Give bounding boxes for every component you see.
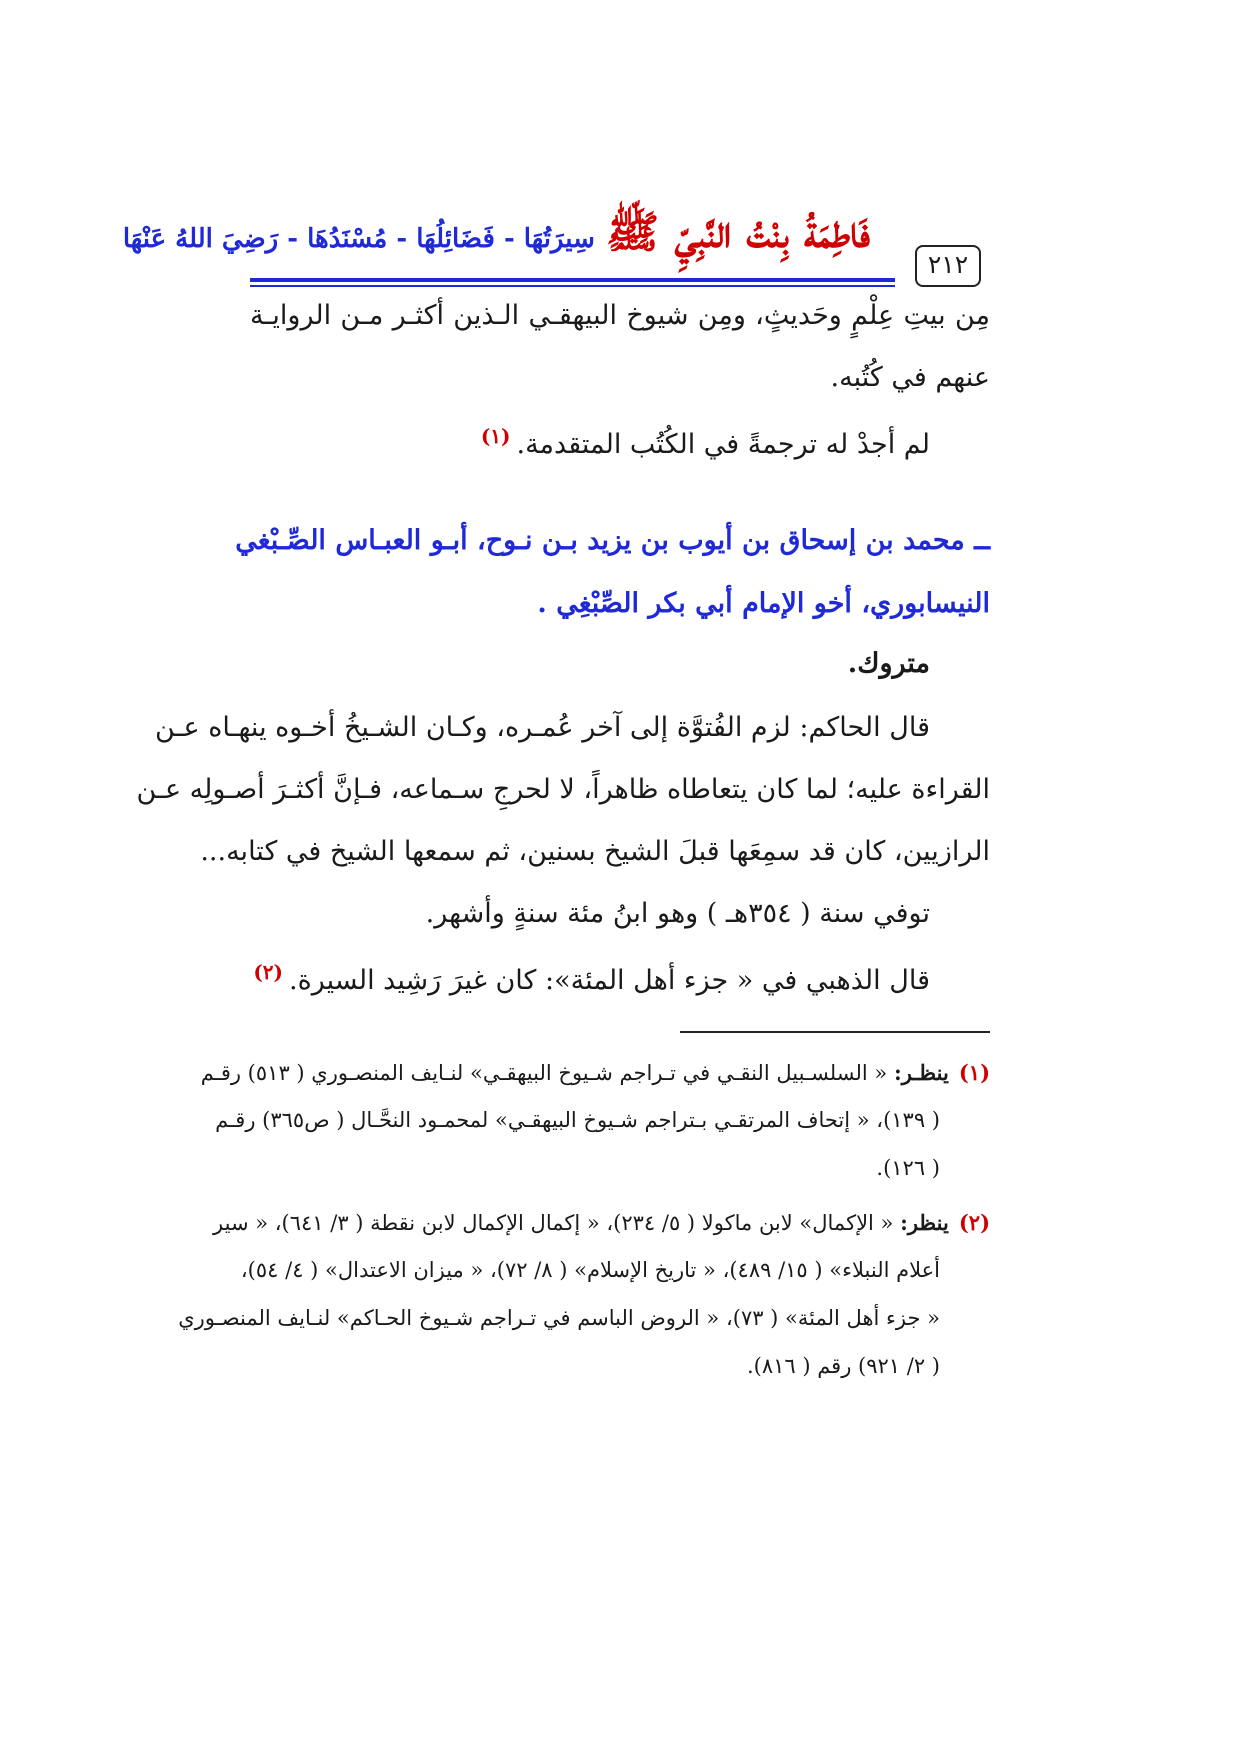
footnote-marker-1[interactable]: (١) [480,424,511,448]
footnote-separator [680,1031,990,1033]
footnote-2-line: أعلام النبلاء» ( ١٥/ ٤٨٩)، « تاريخ الإسلام» ( ٨/ ٧٢)، « ميزان الاعتدال» ( ٤/ ٥٤)، [240,1258,940,1282]
footnote-1-line: ( ١٣٩)، « إتحاف المرتقـي بـتراجم شـيوخ البيهقـي» لمحمـود النحَّـال ( ص٣٦٥) رقـم [215,1108,940,1132]
running-header-title [122,205,870,267]
page-number: ٢١٢ [915,245,981,287]
footnote-2-line [213,1210,990,1235]
footnote-2-label: ينظر: [900,1210,949,1235]
footnote-2-text: « الإكمال» لابن ماكولا ( ٥/ ٢٣٤)، « إكمال الإكمال لابن نقطة ( ٣/ ٦٤١)، « سير [213,1211,894,1235]
footnote-1-label: ينظـر: [893,1060,949,1085]
header-rule [250,278,895,282]
entry-heading-line: ــ محمد بن إسحاق بن أيوب بن يزيد بـن نـوح، أبـو العبـاس الصِّـبْغي [235,525,990,556]
body-line: مِن بيتِ عِلْمٍ وحَديثٍ، ومِن شيوخ البيهقـي الـذين أكثـر مـن الروايـة [250,300,990,331]
header-title-main: فَاطِمَةُ بِنْتُ النَّبِيِّ ﷺ [606,207,870,258]
body-text: لم أجدْ له ترجمةً في الكُتُب المتقدمة. [516,429,930,460]
footnote-1-number: (١) [958,1060,990,1085]
body-line-with-footnote [481,424,930,460]
status-text: متروك. [847,648,930,679]
body-line: عنهم في كُتُبه. [830,362,990,393]
entry-heading-line: النيسابوري، أخو الإمام أبي بكر الصِّبْغِي . [537,588,990,619]
dhahabi-line [253,960,930,996]
footnote-1-text: « السلسـبيل النقـي في تـراجم شـيوخ البيهقـي» لنـايف المنصـوري ( ٥١٣) رقـم [200,1061,888,1085]
paragraph-line: الرازيين، كان قد سمِعَها قبلَ الشيخ بسنين، ثم سمعها الشيخ في كتابه... [200,836,990,867]
footnote-marker-2[interactable]: (٢) [253,960,283,984]
footnote-2-line: « جزء أهل المئة» ( ٧٣)، « الروض الباسم في تـراجم شـيوخ الحـاكم» لنـايف المنصـوري [178,1306,940,1330]
footnote-1-line [200,1060,990,1085]
footnote-1-line: ( ١٢٦). [876,1156,940,1180]
footnote-2-line: ( ٢/ ٩٢١) رقم ( ٨١٦). [746,1354,940,1378]
body-text: قال الذهبي في « جزء أهل المئة»: كان غيرَ رَشِيد السيرة. [289,965,930,996]
header-title-sub: سِيرَتُهَا - فَضَائِلُهَا - مُسْنَدُهَا - رَضِيَ اللهُ عَنْهَا [122,224,595,254]
footnote-2-number: (٢) [958,1210,990,1235]
death-line: توفي سنة ( ٣٥٤هـ ) وهو ابنُ مئة سنةٍ وأشهر. [425,898,930,929]
header-rule-thin [250,285,895,287]
paragraph-line: القراءة عليه؛ لما كان يتعاطاه ظاهراً، لا لحرجِ سـماعه، فـإنَّ أكثـرَ أصـولِه عـن [136,774,990,805]
paragraph-line: قال الحاكم: لزم الفُتوَّة إلى آخر عُمـره، وكـان الشـيخُ أخـوه ينهـاه عـن [155,712,930,743]
